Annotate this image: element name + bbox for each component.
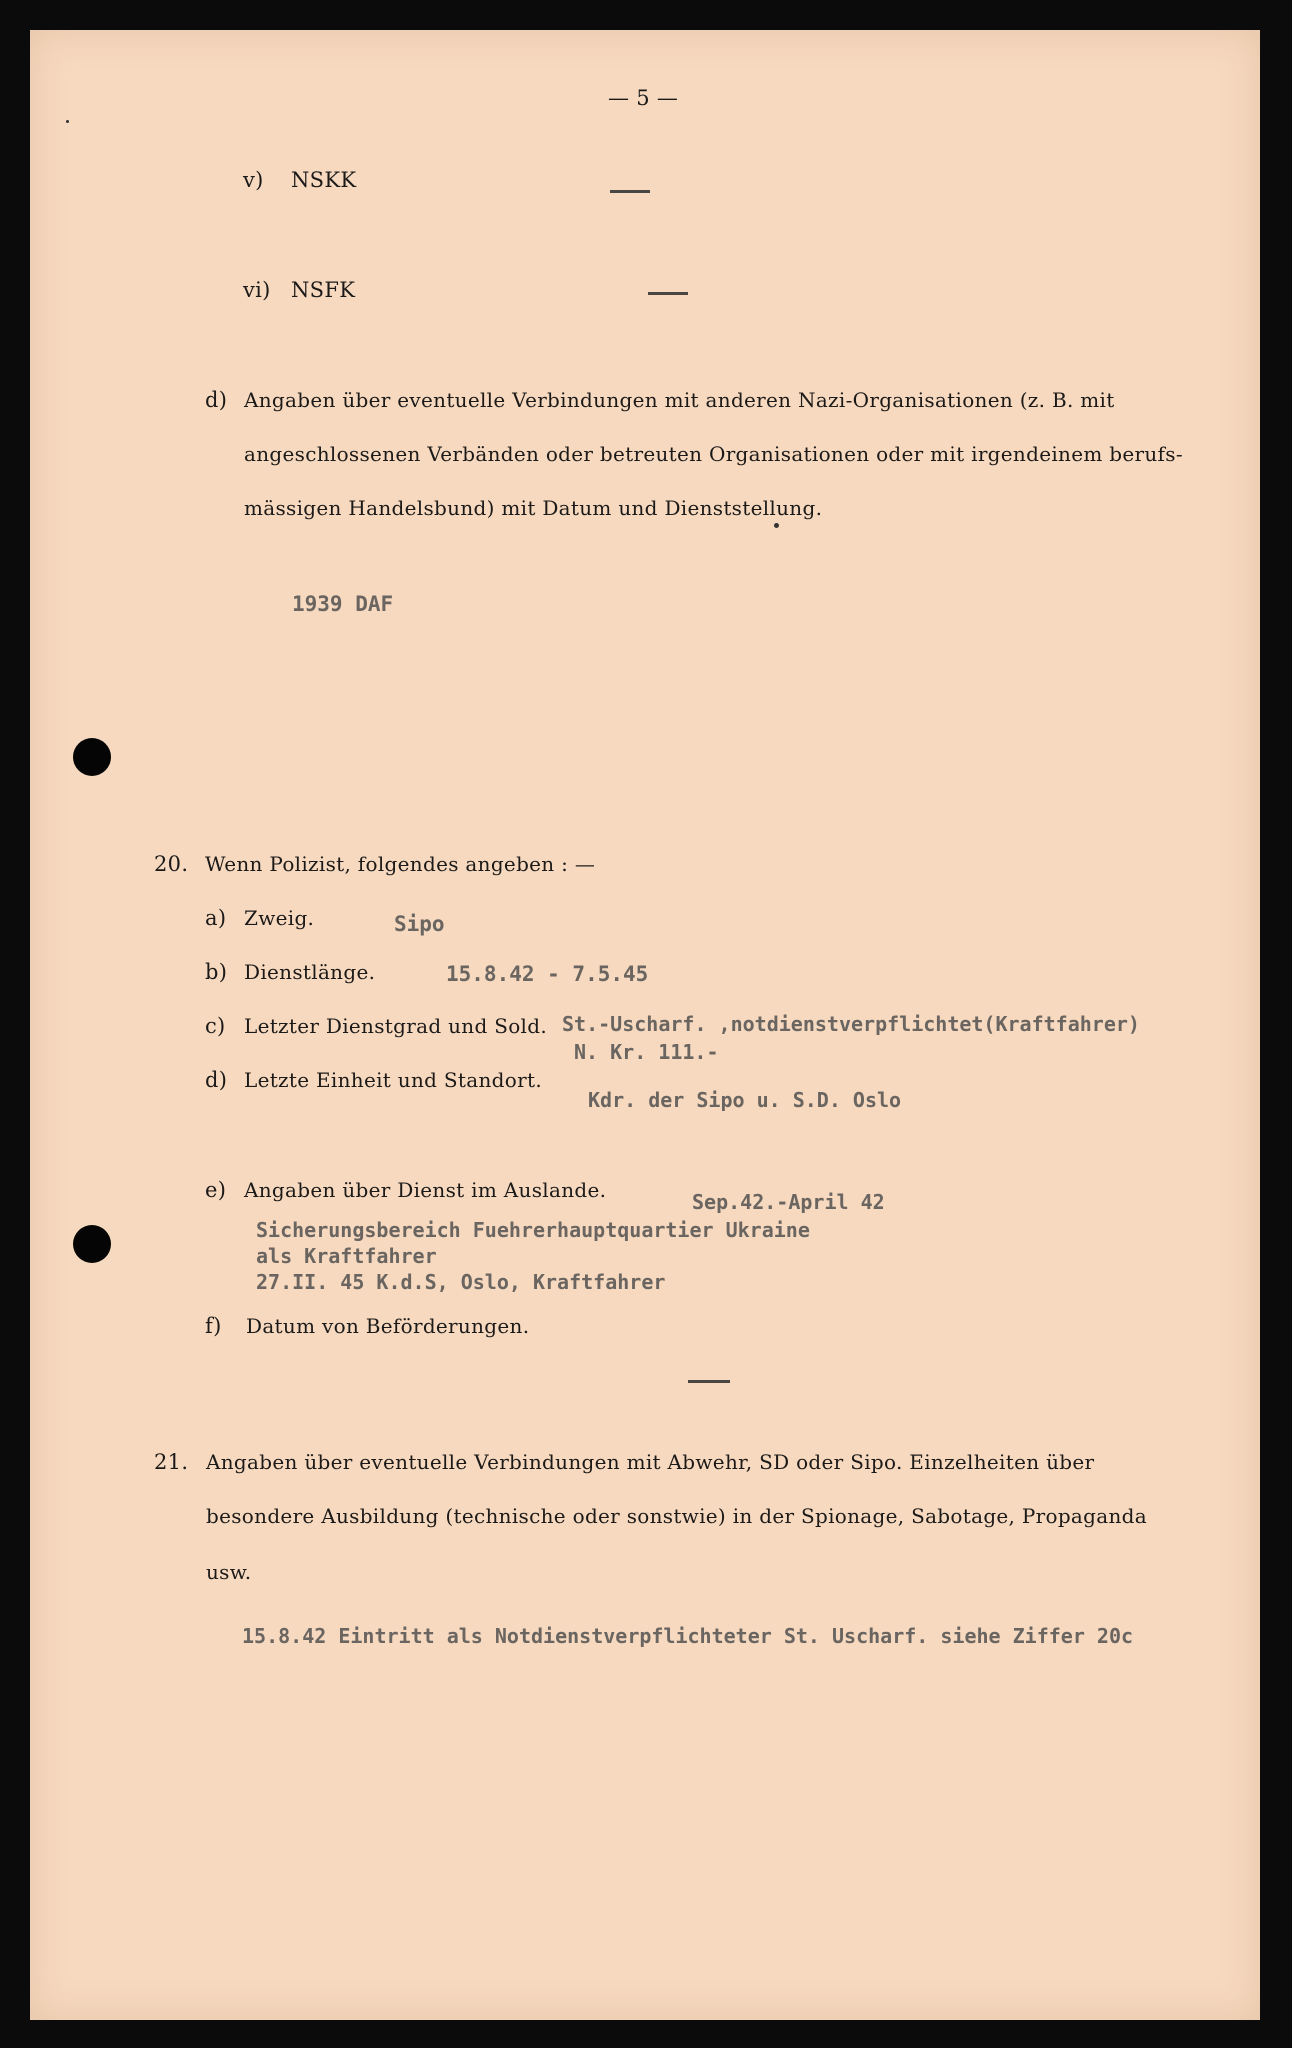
item-d-line2: angeschlossenen Verbänden oder betreuten Organisationen oder mit irgendeinem berufs- <box>244 442 1183 466</box>
q20-title: Wenn Polizist, folgendes angeben : — <box>205 852 596 876</box>
q20-c-answer-line2: N. Kr. 111.- <box>574 1040 719 1064</box>
q20-e-answer-line3: als Kraftfahrer <box>256 1244 437 1268</box>
item-v-label: v) <box>243 168 264 192</box>
item-d-answer: 1939 DAF <box>292 592 394 616</box>
page-number: — 5 — <box>608 86 679 110</box>
q20-f-text: Datum von Beförderungen. <box>246 1314 530 1338</box>
q20-c-text: Letzter Dienstgrad und Sold. <box>244 1014 547 1038</box>
ink-speck <box>66 120 69 123</box>
q20-f-answer-dash <box>688 1380 730 1383</box>
q20-d-label: d) <box>205 1068 228 1092</box>
item-d-line1: Angaben über eventuelle Verbindungen mit anderen Nazi-Organisationen (z. B. mit <box>244 388 1115 412</box>
q21-number: 21. <box>154 1450 189 1474</box>
q20-b-answer: 15.8.42 - 7.5.45 <box>446 962 649 986</box>
q21-line1: Angaben über eventuelle Verbindungen mit Abwehr, SD oder Sipo. Einzelheiten über <box>206 1450 1095 1474</box>
q21-line3: usw. <box>206 1560 252 1584</box>
q20-c-label: c) <box>205 1014 226 1038</box>
q21-line2: besondere Ausbildung (technische oder sonstwie) in der Spionage, Sabotage, Propaganda <box>206 1504 1147 1528</box>
ink-speck <box>774 523 779 528</box>
item-vi-answer-dash <box>648 292 688 295</box>
item-vi-label: vi) <box>243 278 271 302</box>
item-v-text: NSKK <box>291 168 357 192</box>
q20-e-text: Angaben über Dienst im Auslande. <box>244 1178 607 1202</box>
q20-b-text: Dienstlänge. <box>244 960 376 984</box>
q20-d-answer: Kdr. der Sipo u. S.D. Oslo <box>588 1088 902 1112</box>
item-d-label: d) <box>205 388 228 412</box>
item-d-line3: mässigen Handelsbund) mit Datum und Dienststellung. <box>244 496 823 520</box>
punch-hole-top <box>73 738 111 776</box>
q20-d-text: Letzte Einheit und Standort. <box>244 1068 542 1092</box>
item-vi-text: NSFK <box>291 278 356 302</box>
q20-e-answer-line4: 27.II. 45 K.d.S, Oslo, Kraftfahrer <box>256 1270 666 1294</box>
punch-hole-bottom <box>73 1225 111 1263</box>
q20-number: 20. <box>154 852 189 876</box>
q20-b-label: b) <box>205 960 228 984</box>
q20-c-answer-line1: St.-Uscharf. ,notdienstverpflichtet(Kraftfahrer) <box>562 1012 1140 1036</box>
q20-a-label: a) <box>205 906 227 930</box>
q20-e-answer-line2: Sicherungsbereich Fuehrerhauptquartier Ukraine <box>256 1218 810 1242</box>
q20-e-label: e) <box>205 1178 227 1202</box>
q20-a-text: Zweig. <box>244 906 315 930</box>
q21-answer: 15.8.42 Eintritt als Notdienstverpflichteter St. Uscharf. siehe Ziffer 20c <box>242 1624 1134 1648</box>
q20-e-answer-line1: Sep.42.-April 42 <box>692 1190 885 1214</box>
q20-f-label: f) <box>205 1314 222 1338</box>
q20-a-answer: Sipo <box>394 912 445 936</box>
item-v-answer-dash <box>610 190 650 193</box>
